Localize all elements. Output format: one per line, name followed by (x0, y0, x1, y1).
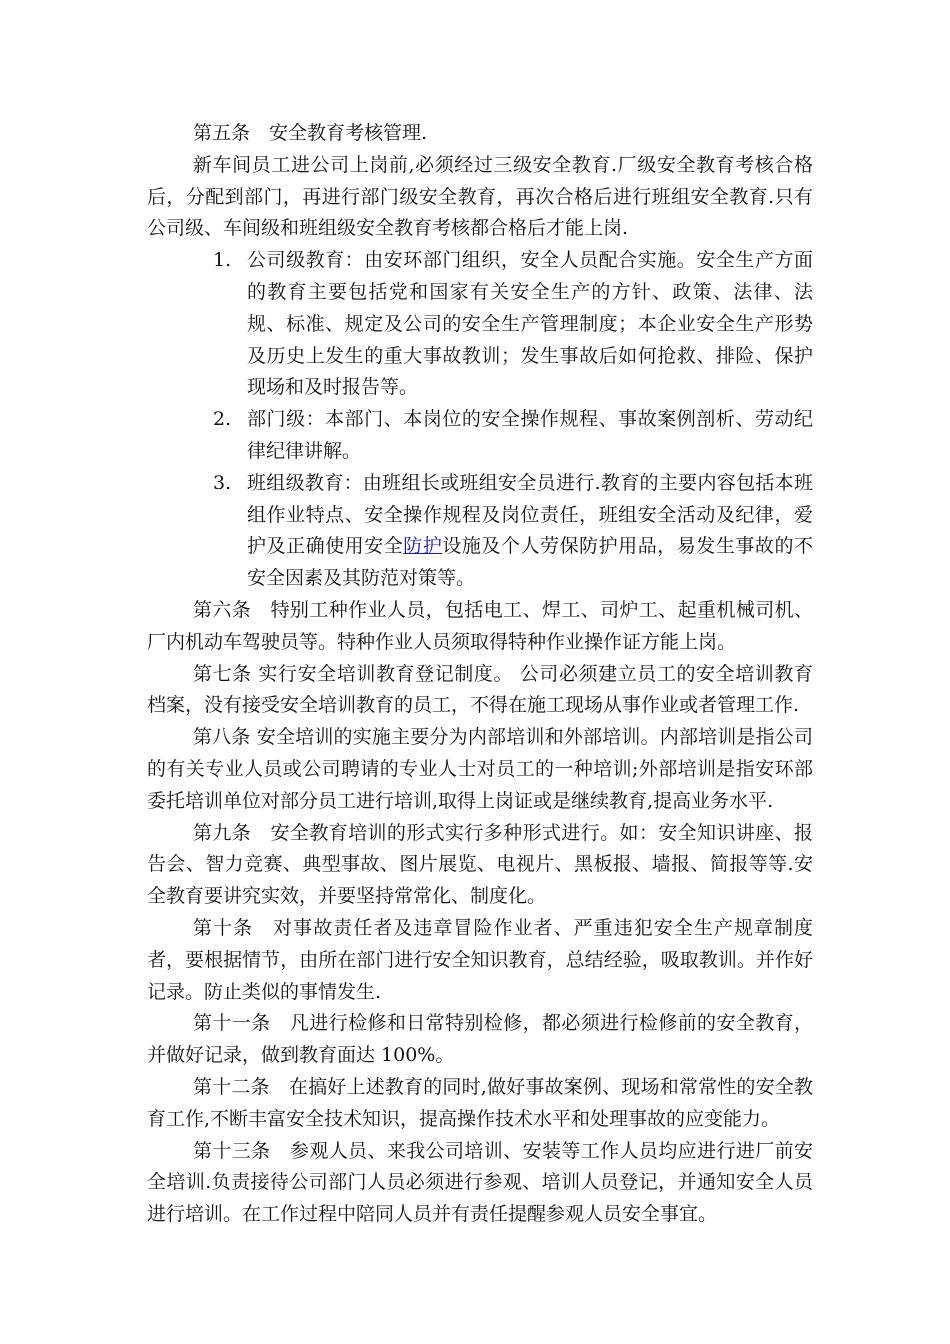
article-11: 第十一条 凡进行检修和日常特别检修，都必须进行检修前的安全教育，并做好记录，做到教育面达 100%。 (147, 1012, 813, 1067)
education-levels-list (147, 245, 813, 595)
list-item (147, 245, 813, 404)
list-item-number: 2. (213, 408, 232, 431)
article-5-intro: 新车间员工进公司上岗前,必须经过三级安全教育.厂级安全教育考核合格后，分配到部门，再进行部门级安全教育，再次合格后进行班组安全教育.只有公司级、车间级和班组级安全教育考核都合格后才能上岗. (147, 153, 813, 240)
article-9: 第九条 安全教育培训的形式实行多种形式进行。如：安全知识讲座、报告会、智力竞赛、典型事故、图片展览、电视片、黑板报、墙报、简报等等.安全教育要讲究实效，并要坚持常常化、制度化。 (147, 821, 813, 908)
list-item-number: 3. (213, 471, 232, 494)
article-10: 第十条 对事故责任者及违章冒险作业者、严重违犯安全生产规章制度者，要根据情节，由所在部门进行安全知识教育，总结经验，吸取教训。并作好记录。防止类似的事情发生. (147, 916, 813, 1003)
article-8: 第八条 安全培训的实施主要分为内部培训和外部培训。内部培训是指公司的有关专业人员或公司聘请的专业人士对员工的一种培训;外部培训是指安环部委托培训单位对部分员工进行培训,取得上岗证或是继续教育,提高业务水平. (147, 726, 813, 812)
list-item-text-before: 班组级教育：由班组长或班组安全员进行.教育的主要内容包括本班组作业特点、安全操作规程及岗位责任，班组安全活动及纪律，爱护及正确使用安全 (247, 471, 813, 558)
list-item-text: 部门级：本部门、本岗位的安全操作规程、事故案例剖析、劳动纪律纪律讲解。 (247, 408, 813, 462)
list-item (147, 468, 813, 595)
article-13: 第十三条 参观人员、来我公司培训、安装等工作人员均应进行进厂前安全培训.负责接待公司部门人员必须进行参观、培训人员登记，并通知安全人员进行培训。在工作过程中陪同人员并有责任提醒参观人员安全事宜。 (147, 1139, 813, 1226)
list-item-number: 1. (213, 249, 232, 272)
article-7: 第七条 实行安全培训教育登记制度。 公司必须建立员工的安全培训教育档案，没有接受安全培训教育的员工，不得在施工现场从事作业或者管理工作. (147, 662, 813, 717)
list-item-text-after: 设施及个人劳保防护用品，易发生事故的不安全因素及其防范对策等。 (247, 535, 813, 590)
list-item (147, 404, 813, 468)
protection-link[interactable]: 防护 (403, 535, 443, 558)
document-body (147, 118, 813, 1231)
article-12: 第十二条 在搞好上述教育的同时,做好事故案例、现场和常常性的安全教育工作,不断丰富安全技术知识，提高操作技术水平和处理事故的应变能力。 (147, 1075, 813, 1130)
list-item-text: 公司级教育：由安环部门组织，安全人员配合实施。安全生产方面的教育主要包括党和国家有关安全生产的方针、政策、法律、法规、标准、规定及公司的安全生产管理制度；本企业安全生产形势及历史上发生的重大事故教训；发生事故后如何抢救、排险、保护现场和及时报告等。 (247, 249, 813, 399)
article-5-title: 第五条 安全教育考核管理. (193, 122, 428, 144)
article-6: 第六条 特别工种作业人员，包括电工、焊工、司炉工、起重机械司机、厂内机动车驾驶员等。特种作业人员须取得特种作业操作证方能上岗。 (147, 598, 813, 653)
